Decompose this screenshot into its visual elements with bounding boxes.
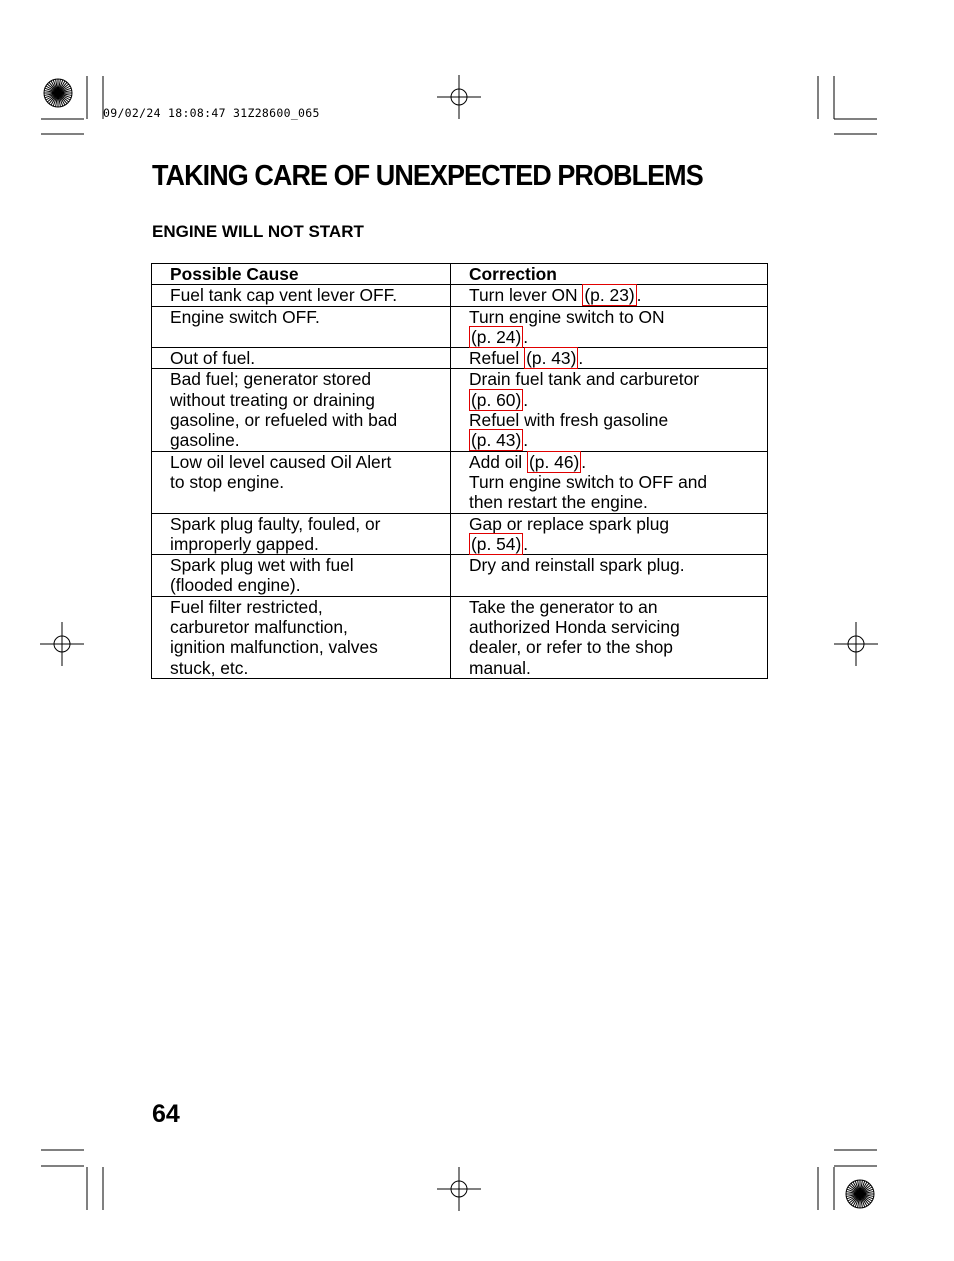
table-row: [152, 555, 768, 597]
correction-cell: [451, 285, 768, 306]
correction-line: [469, 492, 763, 512]
table-row: [152, 306, 768, 348]
correction-line: [469, 348, 763, 368]
page-reference-link[interactable]: (p. 43): [526, 348, 577, 369]
table-header-row: [152, 264, 768, 285]
correction-line: [469, 617, 763, 637]
correction-line: [469, 452, 763, 472]
correction-line: [469, 637, 763, 657]
correction-text: dealer, or refer to the shop: [469, 637, 673, 658]
correction-text: manual.: [469, 657, 531, 678]
table-row: [152, 348, 768, 369]
cause-line: carburetor malfunction,: [170, 617, 348, 638]
cause-cell: [152, 555, 451, 597]
table-row: [152, 285, 768, 306]
correction-text: .: [523, 326, 529, 347]
header-possible-cause: Possible Cause: [152, 264, 451, 285]
cause-line: Fuel filter restricted,: [170, 596, 323, 617]
table-row: [152, 369, 768, 451]
correction-text: .: [581, 451, 587, 472]
section-heading: ENGINE WILL NOT START: [152, 222, 364, 241]
correction-text: [469, 575, 474, 595]
correction-line: [469, 514, 763, 534]
correction-text: .: [523, 430, 529, 451]
correction-line: [469, 307, 763, 327]
page-reference-link[interactable]: (p. 43): [471, 430, 522, 451]
cause-cell: [152, 369, 451, 451]
correction-line: [469, 534, 763, 554]
correction-line: [469, 410, 763, 430]
page-title: TAKING CARE OF UNEXPECTED PROBLEMS: [152, 160, 703, 192]
troubleshooting-table: [151, 263, 768, 679]
cause-line: improperly gapped.: [170, 533, 319, 554]
correction-line: [469, 430, 763, 450]
cause-line: Low oil level caused Oil Alert: [170, 451, 392, 472]
cause-line: (flooded engine).: [170, 575, 301, 596]
correction-text: Refuel with fresh gasoline: [469, 410, 669, 431]
cause-line: Spark plug wet with fuel: [170, 555, 354, 576]
correction-text: .: [636, 285, 642, 306]
cause-line: stuck, etc.: [170, 657, 249, 678]
correction-line: [469, 597, 763, 617]
correction-cell: [451, 513, 768, 555]
correction-line: [469, 575, 763, 595]
correction-text: Dry and reinstall spark plug.: [469, 555, 685, 576]
page-reference-link[interactable]: (p. 60): [471, 389, 522, 410]
cause-cell: [152, 596, 451, 678]
cause-line: Engine switch OFF.: [170, 306, 320, 327]
correction-line: [469, 327, 763, 347]
correction-line: [469, 472, 763, 492]
correction-text: then restart the engine.: [469, 492, 648, 513]
cause-line: Bad fuel; generator stored: [170, 369, 372, 390]
table-row: [152, 451, 768, 513]
table-row: [152, 513, 768, 555]
correction-cell: [451, 596, 768, 678]
correction-cell: [451, 306, 768, 348]
correction-cell: [451, 348, 768, 369]
correction-line: [469, 369, 763, 389]
cause-cell: [152, 285, 451, 306]
correction-text: Gap or replace spark plug: [469, 513, 670, 534]
page-reference-link[interactable]: (p. 46): [529, 451, 580, 472]
correction-text: .: [523, 389, 529, 410]
cause-line: gasoline, or refueled with bad: [170, 410, 398, 431]
table-row: [152, 596, 768, 678]
cause-cell: [152, 513, 451, 555]
cause-cell: [152, 451, 451, 513]
page-reference-link[interactable]: (p. 24): [471, 326, 522, 347]
page-reference-link[interactable]: (p. 23): [584, 285, 635, 306]
correction-text: Turn lever ON: [469, 285, 583, 306]
page-reference-link[interactable]: (p. 54): [471, 533, 522, 554]
correction-text: .: [523, 533, 529, 554]
correction-text: Refuel: [469, 348, 525, 369]
correction-text: Drain fuel tank and carburetor: [469, 369, 700, 390]
cause-line: ignition malfunction, valves: [170, 637, 378, 658]
cause-line: Out of fuel.: [170, 348, 256, 369]
correction-cell: [451, 555, 768, 597]
cause-line: Fuel tank cap vent lever OFF.: [170, 285, 398, 306]
cause-line: gasoline.: [170, 430, 240, 451]
correction-text: Turn engine switch to ON: [469, 306, 665, 327]
correction-line: [469, 390, 763, 410]
correction-line: [469, 285, 763, 305]
header-correction: Correction: [451, 264, 768, 285]
cause-cell: [152, 348, 451, 369]
correction-text: Turn engine switch to OFF and: [469, 471, 708, 492]
correction-cell: [451, 369, 768, 451]
cause-line: Spark plug faulty, fouled, or: [170, 513, 381, 534]
print-timestamp: 09/02/24 18:08:47 31Z28600_065: [103, 106, 320, 120]
correction-text: Add oil: [469, 451, 528, 472]
correction-text: .: [578, 348, 584, 369]
correction-line: [469, 658, 763, 678]
cause-line: to stop engine.: [170, 471, 285, 492]
cause-cell: [152, 306, 451, 348]
correction-text: Take the generator to an: [469, 596, 658, 617]
page-number: 64: [152, 1100, 180, 1128]
cause-line: without treating or draining: [170, 389, 375, 410]
correction-text: authorized Honda servicing: [469, 617, 680, 638]
correction-line: [469, 555, 763, 575]
correction-cell: [451, 451, 768, 513]
